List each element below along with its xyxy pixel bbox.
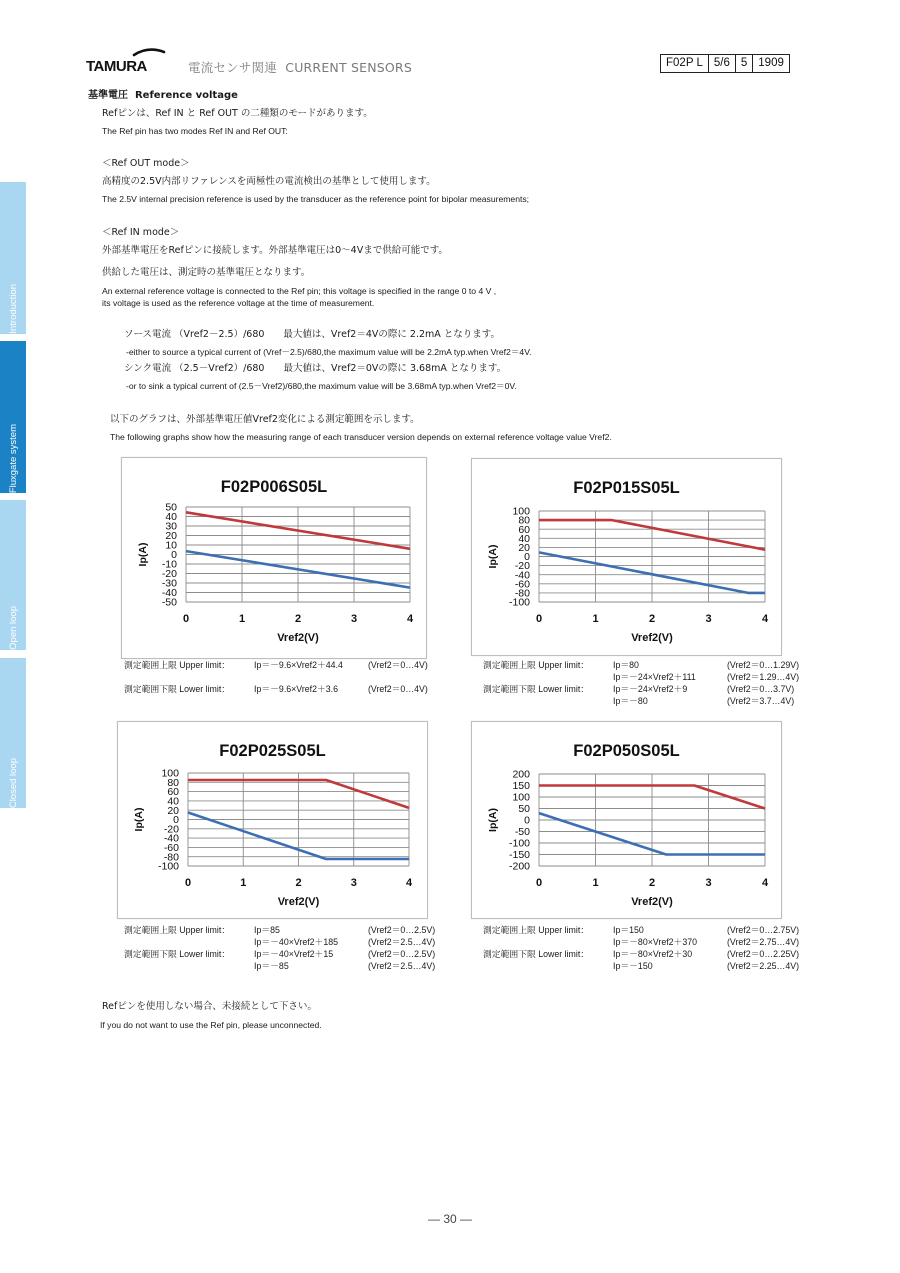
x-tick-label: 3 (350, 877, 357, 889)
source-current-en: -either to source a typical current of (Vref－2.5)/680,the maximum value will be 2.2mA typ.when Vref2＝4V. (126, 347, 532, 357)
y-tick-label: -100 (157, 860, 179, 873)
y-tick-label: -80 (163, 851, 179, 864)
lower-limit-label: 測定範囲下限 Lower limit： (483, 949, 590, 959)
upper-limit-range: (Vref2＝0…4V) (368, 660, 428, 670)
y-tick-label: 100 (512, 791, 530, 804)
upper-limit-label: 測定範囲上限 Upper limit： (124, 660, 231, 670)
x-axis-label: Vref2(V) (277, 896, 320, 908)
y-tick-label: -40 (163, 832, 179, 845)
sink-current-jp: シンク電流 （2.5－Vref2）/680 最大値は、Vref2＝0Vの際に 3.68mA となります。 (124, 363, 507, 374)
x-tick-label: 2 (648, 877, 656, 889)
header-title-en: CURRENT SENSORS (285, 60, 412, 75)
side-tab-label: Fluxgate system (7, 423, 19, 493)
y-tick-label: -50 (161, 596, 177, 609)
page-number: ― 30 ― (427, 1212, 472, 1226)
x-tick-label: 3 (705, 877, 712, 889)
chart-f02p006s05l (121, 457, 427, 659)
section-title (88, 86, 238, 101)
lower-limit-formula: Ip＝－9.6×Vref2＋3.6 (254, 684, 339, 694)
svg-text:TAMURA: TAMURA (86, 58, 147, 74)
x-tick-label: 4 (405, 877, 413, 889)
side-tab-label: Open loop (7, 606, 19, 650)
chart-svg (122, 458, 426, 658)
x-tick-label: 0 (535, 613, 543, 625)
y-tick-label: 0 (171, 549, 177, 562)
y-axis-label: Ip(A) (487, 808, 499, 832)
chart-title: F02P015S05L (573, 479, 680, 497)
y-tick-label: -150 (508, 849, 530, 862)
upper-limit-label (483, 671, 613, 683)
code-cell: 1909 (752, 55, 789, 72)
y-tick-label: 20 (518, 542, 530, 554)
code-cell: 5/6 (708, 55, 735, 72)
x-tick-label: 0 (184, 877, 192, 889)
y-tick-label: -20 (514, 560, 530, 573)
lower-limit-formula: Ip＝－150 (613, 961, 653, 971)
upper-limit-row (124, 924, 454, 936)
refin-jp-1: 外部基準電圧をRefピンに接続します。外部基準電圧は0～4Vまで供給可能です。 (102, 245, 448, 256)
y-tick-label: 60 (518, 523, 530, 536)
x-axis-label: Vref2(V) (277, 632, 319, 644)
refin-en-2: its voltage is used as the reference voltage at the time of measurement. (102, 298, 375, 308)
y-tick-label: 20 (167, 804, 179, 817)
x-tick-label: 4 (761, 613, 769, 625)
y-tick-label: -40 (161, 587, 177, 600)
code-cell: F02P L (666, 57, 703, 69)
side-tab-open-loop[interactable] (0, 500, 26, 650)
lower-limit-formula: Ip＝－85 (254, 961, 289, 971)
lower-limit-label (124, 960, 254, 972)
y-tick-label: 200 (512, 768, 530, 781)
y-tick-label: -100 (508, 837, 530, 850)
x-tick-label: 0 (182, 613, 190, 625)
x-tick-label: 1 (592, 877, 599, 889)
chart-svg (472, 459, 781, 655)
upper-limit-label: 測定範囲上限 Upper limit： (124, 925, 231, 935)
y-tick-label: 60 (167, 786, 179, 799)
y-tick-label: -20 (161, 568, 177, 581)
lower-limit-range: (Vref2＝2.25…4V) (727, 961, 800, 971)
upper-limit-label (124, 936, 254, 948)
y-tick-label: 80 (518, 514, 530, 527)
document-code-box (660, 54, 790, 73)
upper-limit-row (483, 924, 813, 936)
footer-note-en: If you do not want to use the Ref pin, please unconnected. (100, 1020, 322, 1030)
y-tick-label: 40 (165, 511, 177, 524)
x-tick-label: 4 (761, 877, 769, 889)
lower-limit-row (483, 695, 813, 707)
upper-limit-row (124, 659, 454, 671)
y-tick-label: -60 (514, 578, 530, 591)
y-axis-label: Ip(A) (487, 544, 499, 569)
upper-limit-row (483, 671, 813, 683)
intro-jp: Refピンは、Ref IN と Ref OUT の二種類のモードがあります。 (102, 108, 373, 119)
lower-limit-label: 測定範囲下限 Lower limit： (124, 949, 231, 959)
upper-limit-range: (Vref2＝2.5…4V) (368, 937, 436, 947)
lower-limit-range: (Vref2＝0…2.25V) (727, 949, 800, 959)
refout-jp: 高精度の2.5V内部リファレンスを両極性の電流検出の基準として使用します。 (102, 176, 436, 187)
limits-f02p050s05l (483, 924, 813, 972)
upper-limit-formula: Ip＝150 (613, 925, 644, 935)
lower-limit-range: (Vref2＝2.5…4V) (368, 961, 436, 971)
x-tick-label: 4 (406, 613, 414, 625)
x-tick-label: 1 (240, 877, 247, 889)
upper-limit-range: (Vref2＝0…2.75V) (727, 925, 800, 935)
side-tab-introduction[interactable] (0, 182, 26, 334)
limits-f02p025s05l (124, 924, 454, 972)
sink-current-en: -or to sink a typical current of (2.5－Vref2)/680,the maximum value will be 3.68mA typ.when Vref2＝0V. (126, 381, 517, 391)
chart-title: F02P050S05L (573, 742, 680, 760)
upper-limit-formula: Ip＝－80×Vref2＋370 (613, 937, 698, 947)
y-tick-label: 20 (165, 530, 177, 543)
chart-title: F02P006S05L (220, 478, 328, 496)
header-title (188, 58, 412, 76)
y-tick-label: 50 (165, 501, 177, 514)
lower-limit-row (124, 948, 454, 960)
upper-limit-formula: Ip＝80 (613, 660, 639, 670)
lower-limit-row (483, 960, 813, 972)
y-tick-label: 50 (518, 803, 530, 816)
lower-limit-row (124, 960, 454, 972)
y-tick-label: -200 (508, 860, 530, 873)
upper-limit-formula: Ip＝－24×Vref2＋111 (613, 672, 696, 682)
upper-limit-range: (Vref2＝2.75…4V) (727, 937, 800, 947)
footer-note-jp: Refピンを使用しない場合、未接続として下さい。 (102, 1001, 317, 1012)
lower-limit-range: (Vref2＝0…2.5V) (368, 949, 436, 959)
y-tick-label: -40 (514, 569, 530, 582)
refout-heading: ＜Ref OUT mode＞ (102, 158, 190, 169)
y-tick-label: 30 (165, 520, 177, 533)
x-tick-label: 1 (592, 613, 599, 625)
upper-limit-formula: Ip＝－40×Vref2＋185 (254, 937, 339, 947)
x-axis-label: Vref2(V) (631, 896, 673, 908)
code-cell: 5 (735, 55, 752, 72)
y-tick-label: 40 (167, 795, 179, 808)
tamura-logo (86, 46, 168, 74)
y-tick-label: 0 (524, 551, 530, 564)
x-tick-label: 2 (648, 613, 656, 625)
lower-limit-row (483, 683, 813, 695)
side-tab-closed-loop[interactable] (0, 658, 26, 808)
y-tick-label: 100 (512, 505, 530, 518)
side-tab-label: Introduction (7, 284, 19, 334)
y-tick-label: 0 (173, 814, 179, 827)
section-title-en: Reference voltage (134, 90, 238, 101)
lower-limit-range: (Vref2＝3.7…4V) (727, 696, 795, 706)
upper-limit-range: (Vref2＝0…2.5V) (368, 925, 436, 935)
y-tick-label: 150 (512, 780, 530, 793)
lower-limit-label: 測定範囲下限 Lower limit： (124, 684, 231, 694)
x-tick-label: 3 (705, 613, 712, 625)
y-tick-label: -10 (161, 558, 177, 571)
upper-limit-range: (Vref2＝0…1.29V) (727, 660, 800, 670)
chart-title: F02P025S05L (219, 742, 326, 760)
chart-svg (472, 722, 781, 918)
lower-limit-row (124, 683, 454, 695)
lower-limit-formula: Ip＝－40×Vref2＋15 (254, 949, 334, 959)
lower-limit-label (483, 695, 613, 707)
graphs-intro-en: The following graphs show how the measuring range of each transducer version depends on external reference voltage value Vref2. (110, 432, 612, 442)
y-tick-label: 80 (167, 776, 179, 789)
chart-svg (118, 722, 427, 918)
y-tick-label: 10 (165, 539, 177, 552)
refout-en: The 2.5V internal precision reference is used by the transducer as the reference point for bipolar measurements; (102, 194, 530, 204)
x-tick-label: 3 (350, 613, 358, 625)
x-tick-label: 2 (295, 877, 302, 889)
lower-limit-range: (Vref2＝0…3.7V) (727, 684, 795, 694)
upper-limit-range: (Vref2＝1.29…4V) (727, 672, 800, 682)
upper-limit-row (124, 936, 454, 948)
y-tick-label: -30 (161, 577, 177, 590)
lower-limit-formula: Ip＝－24×Vref2＋9 (613, 684, 688, 694)
lower-limit-range: (Vref2＝0…4V) (368, 684, 428, 694)
upper-limit-label: 測定範囲上限 Upper limit： (483, 925, 590, 935)
limits-f02p006s05l (124, 659, 454, 695)
lower-limit-formula: Ip＝－80×Vref2＋30 (613, 949, 693, 959)
y-tick-label: 40 (518, 532, 530, 545)
section-title-jp: 基準電圧 (88, 90, 128, 101)
y-tick-label: -60 (163, 842, 179, 854)
chart-f02p025s05l (117, 721, 428, 919)
y-tick-label: 0 (524, 814, 530, 827)
refin-heading: ＜Ref IN mode＞ (102, 227, 180, 238)
upper-limit-label: 測定範囲上限 Upper limit： (483, 660, 590, 670)
lower-limit-label (483, 960, 613, 972)
x-tick-label: 0 (535, 877, 543, 889)
x-tick-label: 1 (238, 613, 246, 625)
lower-limit-label: 測定範囲下限 Lower limit： (483, 684, 590, 694)
y-axis-label: Ip(A) (137, 542, 149, 567)
header-title-jp: 電流センサ関連 (188, 60, 277, 75)
chart-f02p015s05l (471, 458, 782, 656)
refin-jp-2: 供給した電圧は、測定時の基準電圧となります。 (102, 267, 311, 278)
lower-limit-formula: Ip＝－80 (613, 696, 648, 706)
upper-limit-row (483, 936, 813, 948)
source-current-jp: ソース電流 （Vref2－2.5）/680 最大値は、Vref2＝4Vの際に 2.2mA となります。 (124, 329, 501, 340)
intro-en: The Ref pin has two modes Ref IN and Ref OUT: (102, 126, 288, 136)
y-tick-label: 100 (161, 767, 179, 780)
lower-limit-row (483, 948, 813, 960)
limits-f02p015s05l (483, 659, 813, 707)
side-tab-fluxgate-system[interactable] (0, 341, 26, 493)
refin-en-1: An external reference voltage is connected to the Ref pin; this voltage is specified in the range 0 to 4 V , (102, 286, 497, 296)
graphs-intro-jp: 以下のグラフは、外部基準電圧値Vref2変化による測定範囲を示します。 (110, 414, 420, 425)
upper-limit-row (483, 659, 813, 671)
y-tick-label: -100 (508, 596, 530, 609)
side-tab-label: Closed loop (7, 757, 19, 808)
y-tick-label: -20 (163, 823, 179, 836)
y-tick-label: -50 (514, 826, 530, 839)
chart-f02p050s05l (471, 721, 782, 919)
x-tick-label: 2 (294, 613, 302, 625)
y-tick-label: -80 (514, 587, 530, 600)
y-axis-label: Ip(A) (133, 807, 145, 832)
upper-limit-label (483, 936, 613, 948)
x-axis-label: Vref2(V) (631, 632, 673, 644)
upper-limit-formula: Ip＝85 (254, 925, 280, 935)
upper-limit-formula: Ip＝－9.6×Vref2＋44.4 (254, 660, 343, 670)
